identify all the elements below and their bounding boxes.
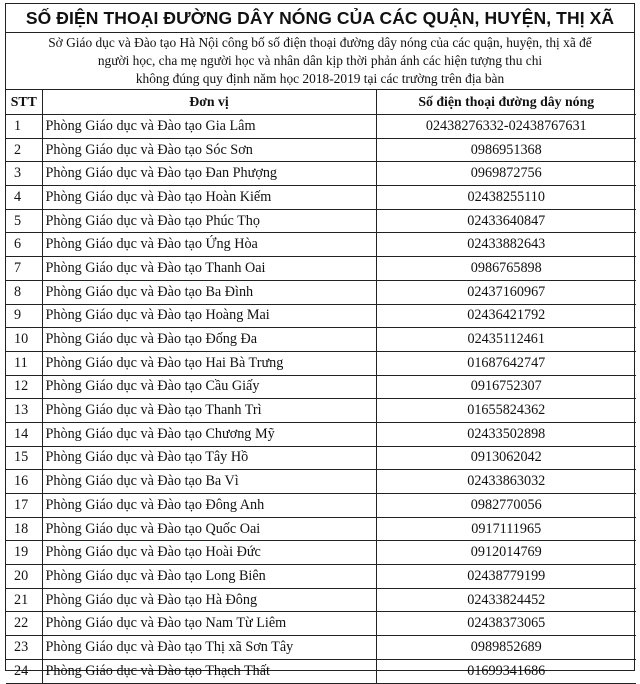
row-phone: 02433882643 (376, 233, 636, 257)
row-phone: 02438255110 (376, 186, 636, 210)
row-phone: 02438276332-02438767631 (376, 115, 636, 139)
table-row (6, 162, 636, 186)
table-row (6, 470, 636, 494)
table-row (6, 446, 636, 470)
row-unit: Phòng Giáo dục và Đào tạo Nam Từ Liêm (42, 612, 376, 636)
row-stt: 16 (6, 470, 42, 494)
row-stt: 19 (6, 541, 42, 565)
intro-line-2: người học, cha mẹ người học và nhân dân kịp thời phản ánh các hiện tượng thu chi (97, 53, 543, 68)
table-row (6, 659, 636, 683)
row-phone: 02433640847 (376, 209, 636, 233)
row-phone: 02438373065 (376, 612, 636, 636)
row-stt: 13 (6, 399, 42, 423)
row-unit: Phòng Giáo dục và Đào tạo Long Biên (42, 565, 376, 589)
table-row (6, 115, 636, 139)
row-unit: Phòng Giáo dục và Đào tạo Thạch Thất (42, 659, 376, 683)
row-phone: 01699341686 (376, 659, 636, 683)
intro-line-1: Sở Giáo dục và Đào tạo Hà Nội công bố số điện thoại đường dây nóng của các quận, huyện, thị xã để (48, 35, 592, 50)
row-unit: Phòng Giáo dục và Đào tạo Sóc Sơn (42, 138, 376, 162)
row-stt: 22 (6, 612, 42, 636)
row-phone: 02435112461 (376, 328, 636, 352)
table-row (6, 375, 636, 399)
intro-line-3: không đúng quy định năm học 2018-2019 tại các trường trên địa bàn (135, 71, 505, 86)
row-stt: 15 (6, 446, 42, 470)
table-row (6, 399, 636, 423)
row-phone: 0969872756 (376, 162, 636, 186)
row-unit: Phòng Giáo dục và Đào tạo Hà Đông (42, 588, 376, 612)
row-stt: 10 (6, 328, 42, 352)
row-unit: Phòng Giáo dục và Đào tạo Ba Đình (42, 280, 376, 304)
row-phone: 01655824362 (376, 399, 636, 423)
table-body (6, 115, 636, 684)
row-stt: 4 (6, 186, 42, 210)
row-unit: Phòng Giáo dục và Đào tạo Tây Hồ (42, 446, 376, 470)
row-unit: Phòng Giáo dục và Đào tạo Ba Vì (42, 470, 376, 494)
row-unit: Phòng Giáo dục và Đào tạo Hoài Đức (42, 541, 376, 565)
row-stt: 5 (6, 209, 42, 233)
row-stt: 23 (6, 636, 42, 660)
row-stt: 6 (6, 233, 42, 257)
row-unit: Phòng Giáo dục và Đào tạo Đống Đa (42, 328, 376, 352)
row-phone: 02433824452 (376, 588, 636, 612)
row-unit: Phòng Giáo dục và Đào tạo Thị xã Sơn Tây (42, 636, 376, 660)
hotline-table (6, 90, 636, 684)
table-header-row (6, 90, 636, 115)
row-stt: 12 (6, 375, 42, 399)
row-unit: Phòng Giáo dục và Đào tạo Ứng Hòa (42, 233, 376, 257)
intro-paragraph (6, 33, 634, 90)
row-unit: Phòng Giáo dục và Đào tạo Thanh Oai (42, 257, 376, 281)
row-stt: 11 (6, 351, 42, 375)
row-unit: Phòng Giáo dục và Đào tạo Hai Bà Trưng (42, 351, 376, 375)
row-phone: 02433502898 (376, 422, 636, 446)
row-phone: 0916752307 (376, 375, 636, 399)
table-row (6, 209, 636, 233)
header-unit: Đơn vị (42, 90, 376, 115)
row-stt: 24 (6, 659, 42, 683)
row-phone: 0989852689 (376, 636, 636, 660)
table-row (6, 328, 636, 352)
table-row (6, 612, 636, 636)
row-stt: 7 (6, 257, 42, 281)
table-row (6, 304, 636, 328)
row-unit: Phòng Giáo dục và Đào tạo Chương Mỹ (42, 422, 376, 446)
row-stt: 3 (6, 162, 42, 186)
table-row (6, 186, 636, 210)
table-row (6, 541, 636, 565)
table-row (6, 138, 636, 162)
row-stt: 20 (6, 565, 42, 589)
header-phone: Số điện thoại đường dây nóng (376, 90, 636, 115)
row-stt: 1 (6, 115, 42, 139)
row-unit: Phòng Giáo dục và Đào tạo Hoàng Mai (42, 304, 376, 328)
row-phone: 0912014769 (376, 541, 636, 565)
row-phone: 0982770056 (376, 494, 636, 518)
row-stt: 2 (6, 138, 42, 162)
page-title: SỐ ĐIỆN THOẠI ĐƯỜNG DÂY NÓNG CỦA CÁC QUẬN, HUYỆN, THỊ XÃ (6, 4, 634, 33)
row-phone: 02437160967 (376, 280, 636, 304)
row-unit: Phòng Giáo dục và Đào tạo Quốc Oai (42, 517, 376, 541)
row-unit: Phòng Giáo dục và Đào tạo Thanh Trì (42, 399, 376, 423)
row-unit: Phòng Giáo dục và Đào tạo Đông Anh (42, 494, 376, 518)
row-phone: 02438779199 (376, 565, 636, 589)
row-phone: 02433863032 (376, 470, 636, 494)
row-phone: 0913062042 (376, 446, 636, 470)
table-row (6, 351, 636, 375)
row-phone: 0917111965 (376, 517, 636, 541)
row-unit: Phòng Giáo dục và Đào tạo Gia Lâm (42, 115, 376, 139)
row-unit: Phòng Giáo dục và Đào tạo Cầu Giấy (42, 375, 376, 399)
row-stt: 14 (6, 422, 42, 446)
table-row (6, 588, 636, 612)
table-row (6, 280, 636, 304)
row-unit: Phòng Giáo dục và Đào tạo Phúc Thọ (42, 209, 376, 233)
header-stt: STT (6, 90, 42, 115)
row-stt: 18 (6, 517, 42, 541)
hotline-sheet (5, 3, 635, 679)
row-stt: 21 (6, 588, 42, 612)
table-row (6, 422, 636, 446)
table-row (6, 565, 636, 589)
table-row (6, 257, 636, 281)
row-stt: 9 (6, 304, 42, 328)
row-phone: 01687642747 (376, 351, 636, 375)
row-phone: 0986951368 (376, 138, 636, 162)
row-stt: 17 (6, 494, 42, 518)
row-unit: Phòng Giáo dục và Đào tạo Hoàn Kiếm (42, 186, 376, 210)
table-row (6, 233, 636, 257)
table-row (6, 494, 636, 518)
table-row (6, 636, 636, 660)
row-phone: 02436421792 (376, 304, 636, 328)
table-row (6, 517, 636, 541)
row-stt: 8 (6, 280, 42, 304)
row-unit: Phòng Giáo dục và Đào tạo Đan Phượng (42, 162, 376, 186)
row-phone: 0986765898 (376, 257, 636, 281)
